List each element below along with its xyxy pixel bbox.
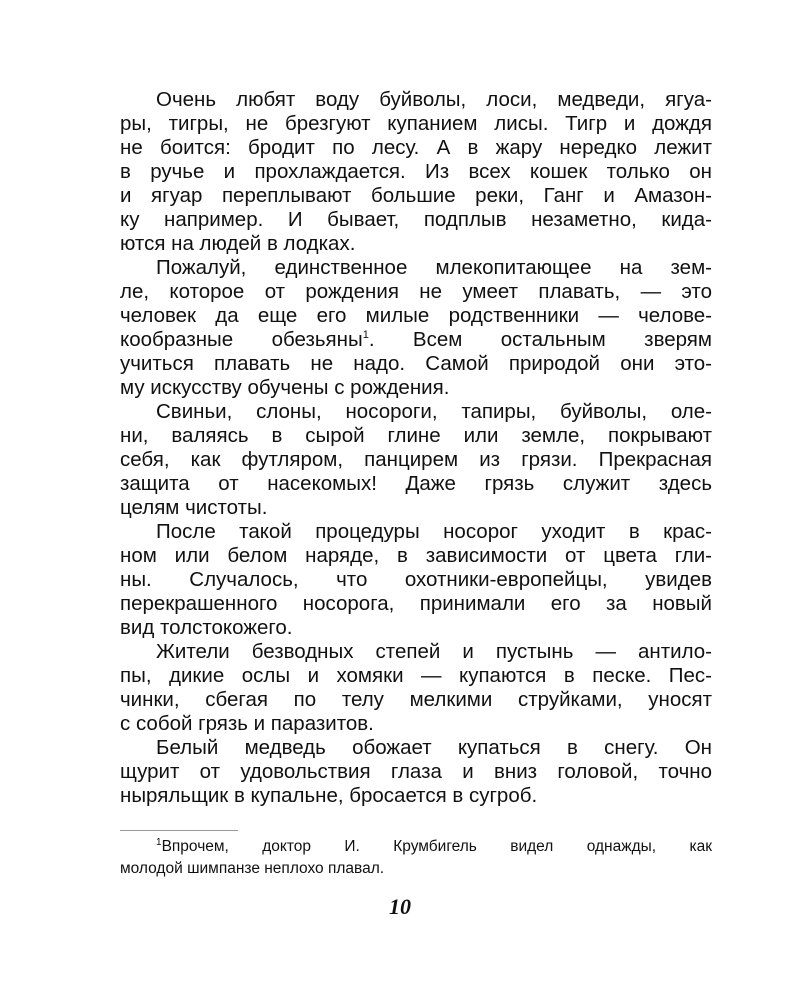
footnote-line: молодой шимпанзе неплохо плавал. [120,860,385,877]
main-text [120,88,712,808]
text-line: и ягуар переплывают большие реки, Ганг и Амазон- [120,184,712,207]
text-segment: кообразные обезьяны [120,328,363,351]
text-line: защита от насекомых! Даже грязь служит здесь [120,472,712,495]
text-line: себя, как футляром, панцирем из грязи. Прекрасная [120,448,712,471]
text-line: вид толстокожего. [120,616,293,639]
text-line: щурит от удовольствия глаза и вниз головой, точно [120,760,712,783]
text-line: не боится: бродит по лесу. А в жару нередко лежит [120,136,712,159]
text-line: ном или белом наряде, в зависимости от цвета гли- [120,544,712,567]
footnote-line [120,836,712,858]
text-line: ры, тигры, не брезгуют купанием лисы. Тигр и дождя [120,112,712,135]
text-line: человек да еще его милые родственники — челове- [120,304,712,327]
text-line-with-footnote-ref [120,328,712,352]
text-line: После такой процедуры носорог уходит в крас- [156,520,712,543]
text-line: Очень любят воду буйволы, лоси, медведи, ягуа- [156,88,712,111]
text-line: ни, валяясь в сырой глине или земле, покрывают [120,424,712,447]
page-number: 10 [389,894,411,919]
text-line: му искусству обучены с рождения. [120,376,450,399]
text-line: ныряльщик в купальне, бросается в сугроб. [120,784,538,807]
text-line: перекрашенного носорога, принимали его за новый [120,592,712,615]
text-segment: . Всем остальным зверям [368,328,712,351]
text-line: Пожалуй, единственное млекопитающее на зем- [156,256,712,279]
text-line: учиться плавать не надо. Самой природой они это- [120,352,712,375]
text-line: с собой грязь и паразитов. [120,712,374,735]
footnote-text: Впрочем, доктор И. Крумбигель видел однажды, как [161,838,712,855]
text-line: Свиньи, слоны, носороги, тапиры, буйволы, оле- [156,400,712,423]
text-line: целям чистоты. [120,496,268,519]
text-line: ку например. И бывает, подплыв незаметно, кида- [120,208,712,231]
text-line: в ручье и прохлаждается. Из всех кошек только он [120,160,712,183]
text-line: пы, дикие ослы и хомяки — купаются в песке. Пес- [120,664,712,687]
footnote [120,836,712,880]
footnote-marker: 1 [156,836,162,848]
footnote-reference[interactable]: 1 [362,329,369,342]
text-line: чинки, сбегая по телу мелкими струйками, уносят [120,688,712,711]
text-line: ле, которое от рождения не умеет плавать, — это [120,280,712,303]
text-line: ются на людей в лодках. [120,232,356,255]
footnote-divider [120,830,238,831]
text-line: Жители безводных степей и пустынь — антило- [156,640,712,663]
text-line: Белый медведь обожает купаться в снегу. Он [156,736,712,759]
text-line: ны. Случалось, что охотники-европейцы, увидев [120,568,712,591]
